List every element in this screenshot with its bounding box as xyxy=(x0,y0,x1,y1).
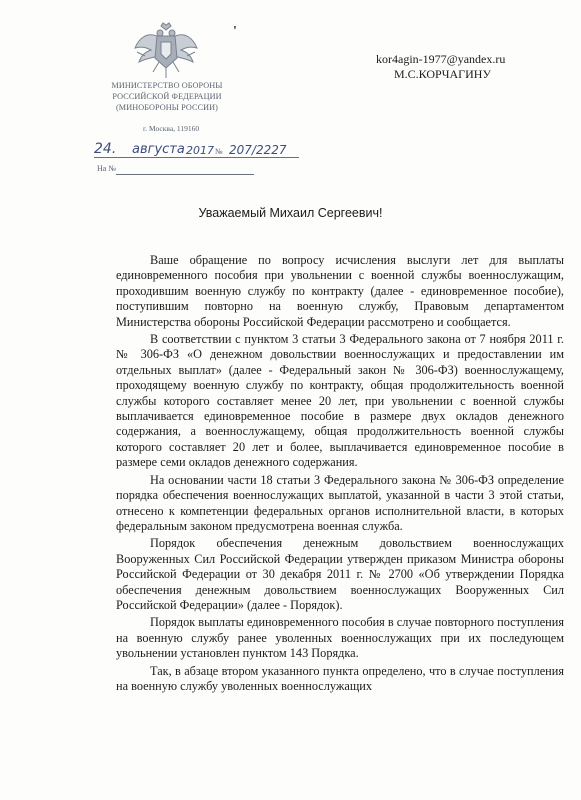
date-month: августа xyxy=(132,142,185,157)
paragraph: Порядок выплаты единовременного пособия в случае повторного поступления на военную службу ранее уволенных военнослужащих при их последующем увольнении установлен пунктом 143 Порядка. xyxy=(116,615,564,661)
ministry-line-1: МИНИСТЕРСТВО ОБОРОНЫ xyxy=(111,81,223,90)
salutation: Уважаемый Михаил Сергеевич! xyxy=(198,206,383,220)
paragraph: На основании части 18 статьи 3 Федерального закона № 306-ФЗ определение порядка обеспечения военнослужащих выплатой, указанной в части 3 этой статьи, отнесено к компетенции федеральных органов исполнительной власти, в которых федеральным законом предусмотрена военная служба. xyxy=(116,472,564,533)
reference-underline xyxy=(116,174,254,175)
recipient-email: kor4agin-1977@yandex.ru xyxy=(376,52,506,66)
top-mark: ' xyxy=(233,24,237,39)
date-day: 24. xyxy=(94,141,117,157)
ministry-name xyxy=(108,80,226,113)
paragraph: Ваше обращение по вопросу исчисления выслуги лет для выплаты единовременного пособия при увольнении с военной службы военнослужащим, проходившим военную службу по контракту (далее - единовременное пособие), поступившим повторно на военную службу, Правовым департаментом Министерства обороны Российской Федерации рассмотрено и сообщается. xyxy=(116,253,564,329)
recipient-name: М.С.КОРЧАГИНУ xyxy=(394,67,491,81)
document-number: 207/2227 xyxy=(229,143,287,157)
reference-label: На № xyxy=(97,164,116,173)
letter-body xyxy=(116,253,564,694)
ministry-line-2: РОССИЙСКОЙ ФЕДЕРАЦИИ xyxy=(112,92,222,101)
city-address: г. Москва, 119160 xyxy=(143,124,200,133)
paragraph: В соответствии с пунктом 3 статьи 3 Федерального закона от 7 ноября 2011 г. № 306-ФЗ «О денежном довольствии военнослужащих и предоставлении им отдельных выплат» (далее - Федеральный закон № 306-ФЗ) военнослужащему, проходящему военную службу по контракту, общая продолжительность военной службы которого составляет менее 20 лет, при увольнении с военной службы выплачивается единовременное пособие в размере двух окладов денежного содержания, а военнослужащему, общая продолжительность военной службы которого составляет 20 лет и более, выплачивается единовременное пособие в размере семи окладов денежного содержания. xyxy=(116,332,564,470)
date-underline xyxy=(94,157,299,158)
number-sign: № xyxy=(215,147,223,156)
double-headed-eagle-emblem xyxy=(133,22,199,80)
ministry-line-3: (МИНОБОРОНЫ РОССИИ) xyxy=(115,103,218,112)
paragraph: Так, в абзаце втором указанного пункта определено, что в случае поступления на военную службу уволенных военнослужащих xyxy=(116,663,564,693)
recipient-block xyxy=(376,52,505,82)
date-year: 2017 xyxy=(186,144,214,157)
paragraph: Порядок обеспечения денежным довольствием военнослужащих Вооруженных Сил Российской Федерации утвержден приказом Министра обороны Российской Федерации от 30 декабря 2011 г. № 2700 «Об утверждении Порядка обеспечения денежным довольствием военнослужащих Вооруженных Сил Российской Федерации» (далее - Порядок). xyxy=(116,536,564,612)
